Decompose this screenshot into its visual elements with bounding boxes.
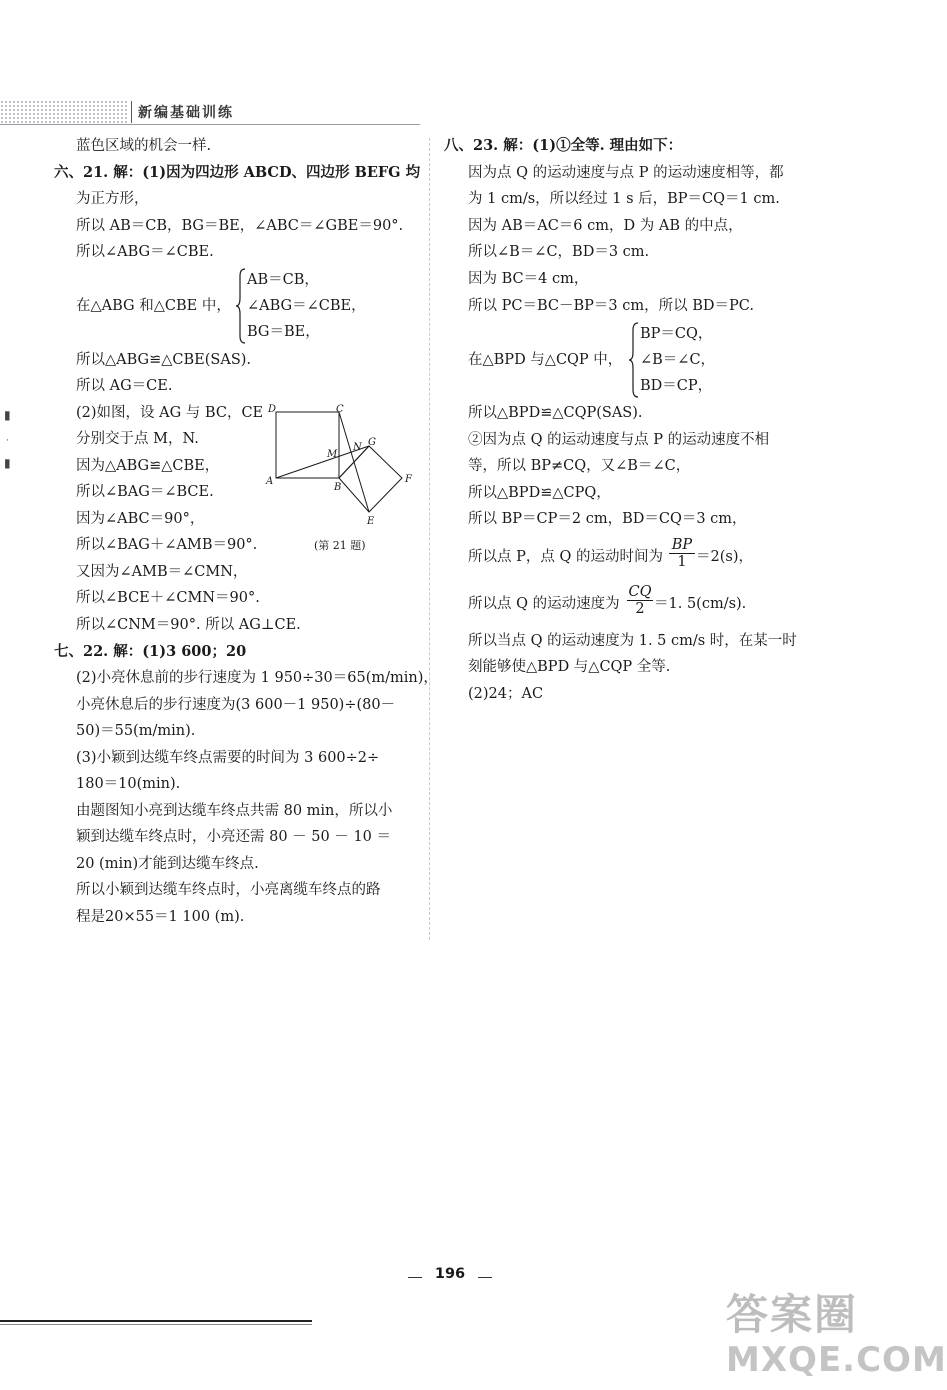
system-line: BG＝BE，	[247, 324, 320, 340]
text-line: 所以△BPD≌△CQP(SAS).	[468, 405, 643, 421]
page-number-dash-right	[478, 1277, 492, 1278]
text-line: 因为△ABG≌△CBE，	[76, 458, 220, 474]
right-brace	[629, 322, 639, 398]
fraction-cq-over-2	[627, 584, 653, 617]
text-line: 所以∠B＝∠C，BD＝3 cm.	[468, 244, 650, 260]
text-line: 蓝色区域的机会一样.	[76, 138, 212, 154]
label-a: A	[266, 476, 274, 487]
margin-mark: ·	[6, 436, 9, 446]
figure-21-diagram	[262, 402, 420, 528]
question-23-heading: 八、23. 解：(1)①全等. 理由如下：	[444, 137, 683, 154]
right-column	[430, 0, 900, 940]
watermark-bottom-text: MXQE.COM	[726, 1340, 947, 1380]
text-line: 50)＝55(m/min).	[76, 723, 196, 739]
square-abcd	[276, 412, 339, 478]
text-line: 所以 AG＝CE.	[76, 378, 173, 394]
label-c: C	[336, 404, 344, 415]
text-line: 因为 BC＝4 cm，	[468, 271, 589, 287]
label-g: G	[368, 437, 376, 448]
question-22-heading: 七、22. 解：(1)3 600；20	[54, 643, 247, 660]
text-line: 所以 PC＝BC－BP＝3 cm，所以 BD＝PC.	[468, 298, 754, 314]
system-line: ∠ABG＝∠CBE，	[247, 298, 366, 314]
label-n: N	[353, 442, 362, 453]
fraction-numerator: BP	[669, 537, 695, 554]
figure-21-caption: (第 21 题)	[314, 539, 366, 552]
system-line: ∠B＝∠C，	[640, 352, 716, 368]
fraction-numerator: CQ	[628, 584, 652, 600]
label-b: B	[334, 482, 342, 493]
text-line: 为 1 cm/s，所以经过 1 s 后，BP＝CQ＝1 cm.	[468, 191, 780, 207]
page-number: 196	[434, 1266, 466, 1282]
left-column	[0, 0, 438, 940]
text-line: 因为 AB＝AC＝6 cm，D 为 AB 的中点，	[468, 218, 743, 234]
fraction-denominator: 1	[677, 554, 687, 570]
text-line: 所以∠CNM＝90°. 所以 AG⊥CE.	[76, 617, 301, 633]
text-line: 为正方形，	[76, 191, 149, 207]
label-d: D	[268, 404, 277, 415]
text-line: 等，所以 BP≠CQ，又∠B＝∠C，	[468, 458, 691, 474]
text-line: 所以△BPD≌△CPQ，	[468, 485, 611, 501]
margin-mark: ▮	[4, 456, 11, 470]
text-line: (2)小亮休息前的步行速度为 1 950÷30＝65(m/min)，	[76, 670, 438, 686]
text-line: ＝2(s)，	[696, 549, 753, 565]
text-line: 所以 BP＝CP＝2 cm，BD＝CQ＝3 cm，	[468, 511, 747, 527]
footer-rule-thin	[0, 1324, 312, 1325]
square-befg	[339, 446, 402, 512]
text-line: 分别交于点 M，N.	[76, 431, 199, 447]
text-line: 程是20×55＝1 100 (m).	[76, 909, 245, 925]
text-line: 所以∠BAG＝∠BCE.	[76, 484, 214, 500]
label-m: M	[327, 449, 338, 460]
text-line: 所以小颖到达缆车终点时，小亮离缆车终点的路	[76, 882, 381, 898]
text-line: ＝1. 5(cm/s).	[654, 596, 747, 612]
fraction-denominator: 2	[635, 601, 645, 617]
text-line: 所以∠ABG＝∠CBE.	[76, 244, 214, 260]
text-line: (2)24；AC	[468, 686, 544, 702]
system-line: AB＝CB，	[247, 272, 319, 288]
text-line: 由题图知小亮到达缆车终点共需 80 min，所以小	[76, 803, 393, 819]
system-line: BD＝CP，	[640, 378, 713, 394]
text-line: 因为∠ABC＝90°，	[76, 511, 205, 527]
text-line: 因为点 Q 的运动速度与点 P 的运动速度相等，都	[468, 165, 784, 181]
text-line: 所以△ABG≌△CBE(SAS).	[76, 352, 252, 368]
text-line: 所以 AB＝CB，BG＝BE，∠ABC＝∠GBE＝90°.	[76, 218, 404, 234]
text-line: (3)小颖到达缆车终点需要的时间为 3 600÷2÷	[76, 750, 380, 766]
fraction-bp-over-1	[669, 537, 695, 570]
left-brace	[236, 268, 246, 344]
header-title: 新编基础训练	[138, 105, 234, 121]
text-line: 20 (min)才能到达缆车终点.	[76, 856, 259, 872]
text-line: (2)如图，设 AG 与 BC，CE	[76, 405, 264, 421]
text-line: 所以点 Q 的运动速度为	[468, 596, 620, 612]
text-line: 颖到达缆车终点时，小亮还需 80 － 50 － 10 ＝	[76, 829, 392, 845]
text-line: 在△BPD 与△CQP 中，	[468, 352, 623, 368]
label-e: E	[367, 516, 375, 527]
text-line: 小亮休息后的步行速度为(3 600－1 950)÷(80－	[76, 697, 396, 713]
text-line: 又因为∠AMB＝∠CMN，	[76, 564, 248, 580]
system-line: BP＝CQ，	[640, 326, 713, 342]
text-line: 180＝10(min).	[76, 776, 181, 792]
text-line: 所以当点 Q 的运动速度为 1. 5 cm/s 时，在某一时	[468, 633, 797, 649]
text-line: 在△ABG 和△CBE 中，	[76, 298, 231, 314]
text-line: 所以点 P，点 Q 的运动时间为	[468, 549, 663, 565]
text-line: 所以∠BAG＋∠AMB＝90°.	[76, 537, 258, 553]
margin-mark: ▮	[4, 408, 11, 422]
watermark-logo	[726, 1290, 947, 1380]
footer-rule	[0, 1320, 312, 1322]
text-line: ②因为点 Q 的运动速度与点 P 的运动速度不相	[468, 432, 770, 448]
text-line: 所以∠BCE＋∠CMN＝90°.	[76, 590, 260, 606]
text-line: 刻能够使△BPD 与△CQP 全等.	[468, 659, 671, 675]
question-21-heading: 六、21. 解：(1)因为四边形 ABCD、四边形 BEFG 均	[54, 164, 421, 181]
label-f: F	[405, 474, 412, 485]
watermark-top-text: 答案圈	[726, 1290, 859, 1339]
